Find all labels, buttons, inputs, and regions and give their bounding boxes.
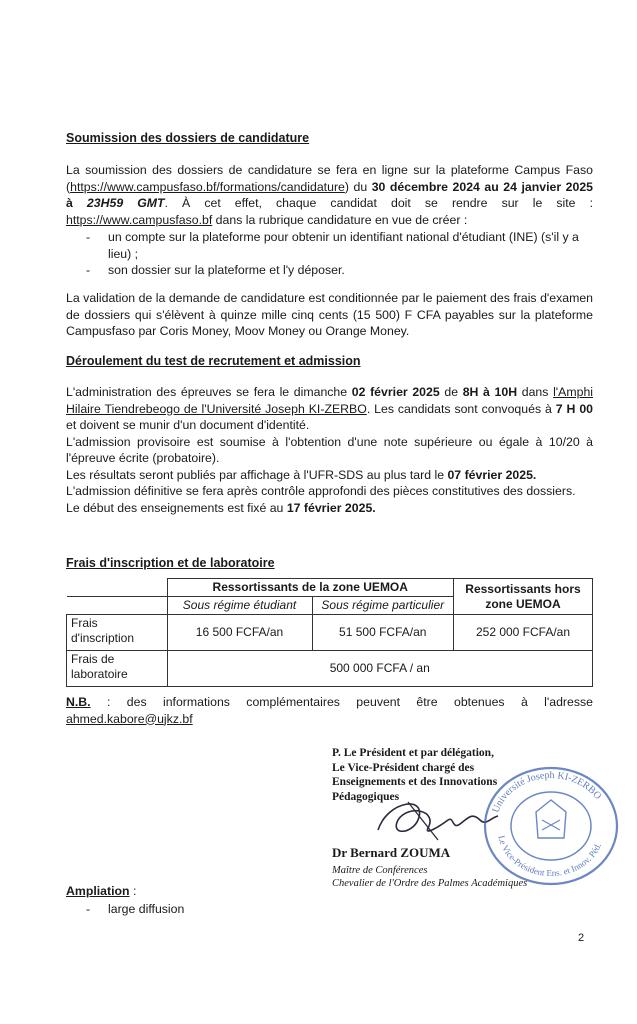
stamp-text-bottom: Le Vice-Président Ens. et Innov. Péd. — [496, 834, 604, 879]
row-label-laboratoire: Frais de laboratoire — [67, 651, 168, 687]
nb-label: N.B. — [66, 695, 91, 709]
submission-deadline-time: 23H59 GMT — [86, 196, 165, 210]
signature-line: P. Le Président et par délégation, — [332, 747, 494, 759]
ampliation-list — [86, 901, 386, 918]
list-item-text: son dossier sur la plateforme et l'y déposer. — [108, 263, 345, 277]
contact-email-link[interactable]: ahmed.kabore@ujkz.bf — [66, 711, 193, 726]
text-span: L'administration des épreuves se fera le dimanche — [66, 385, 352, 399]
list-item: - un compte sur la plateforme pour obtenir un identifiant national d'étudiant (INE) (s'il y a lieu) ; — [86, 230, 579, 261]
results-date: 07 février 2025. — [447, 467, 537, 482]
list-item: - son dossier sur la plateforme et l'y déposer. — [86, 263, 345, 277]
signatory-title: Maître de Conférences — [332, 865, 428, 876]
empty-cell — [67, 597, 168, 615]
signature-line: Pédagogiques — [332, 790, 400, 803]
text-span: Les résultats seront publiés par affichage à l'UFR-SDS au plus tard le — [66, 467, 448, 482]
signatory-name: Dr Bernard ZOUMA — [332, 845, 451, 860]
table-row — [67, 651, 593, 687]
convocation-hour: 7 H 00 — [555, 401, 593, 416]
test-date: 02 février 2025 — [351, 385, 440, 399]
cell-inscription-hors: 252 000 FCFA/an — [454, 615, 593, 651]
results-line — [66, 467, 593, 484]
validation-paragraph: La validation de la demande de candidature est conditionnée par le paiement des frais d'examen de dossiers qui s'élèvent à quinze mille cinq cents (15 500) F CFA payables sur la plateforme Campusfaso par Coris Money, Moov Money ou Orange Money. — [66, 291, 593, 338]
cell-inscription-particulier: 51 500 FCFA/an — [312, 615, 454, 651]
submission-paragraph — [66, 162, 593, 228]
start-date: 17 février 2025. — [286, 500, 376, 515]
start-line — [66, 500, 593, 517]
signatory-titles — [332, 864, 527, 890]
header-sub-particulier: Sous régime particulier — [312, 597, 454, 615]
table-row — [67, 579, 593, 597]
text-span: dans la rubrique candidature en vue de créer : — [212, 212, 468, 227]
final-admission-line: L'admission définitive se fera après contrôle approfondi des pièces constitutives des dossiers. — [66, 484, 576, 498]
test-paragraph — [66, 384, 593, 516]
text-span: dans — [517, 385, 554, 399]
stamp-text-top: Université Joseph KI-ZERBO — [490, 769, 604, 815]
empty-cell — [67, 579, 168, 597]
text-span: . Les candidats sont convoqués à — [366, 401, 556, 416]
text-span: : — [129, 884, 137, 898]
submission-dates: 30 décembre 2024 au 24 janvier 2025 — [371, 179, 593, 194]
table-row — [67, 615, 593, 651]
test-place: l'Amphi Hilaire Tiendrebeogo de l'Université Joseph KI-ZERBO — [66, 385, 594, 416]
header-sub-etudiant: Sous régime étudiant — [167, 597, 312, 615]
cell-laboratoire: 500 000 FCFA / an — [167, 651, 593, 687]
text-span: à — [66, 196, 87, 210]
text-span: Le début des enseignements est fixé au — [66, 500, 287, 515]
submission-list — [86, 229, 593, 279]
cell-inscription-etudiant: 16 500 FCFA/an — [167, 615, 312, 651]
campusfaso-link[interactable]: https://www.campusfaso.bf — [66, 212, 213, 227]
text-span: : des informations complémentaires peuvent être obtenues à l'adresse — [90, 695, 593, 709]
nb-paragraph — [66, 694, 593, 727]
header-hors-uemoa: Ressortissants hors zone UEMOA — [454, 579, 593, 615]
admission-line: L'admission provisoire est soumise à l'obtention d'une note supérieure ou égale à 10/20 à l'épreuve écrite (probatoire). — [66, 434, 593, 465]
page-number: 2 — [578, 932, 585, 944]
signature-line: Enseignements et des Innovations — [332, 776, 498, 788]
list-item-text: large diffusion — [108, 902, 185, 916]
signature-line: Le Vice-Président chargé des — [332, 761, 475, 774]
text-span: de — [439, 385, 463, 399]
list-item-text: un compte sur la plateforme pour obtenir un identifiant national d'étudiant (INE) (s'il y a lieu) ; — [108, 230, 579, 261]
fees-table — [66, 578, 593, 687]
ampliation-label — [66, 884, 136, 898]
candidature-link[interactable]: https://www.campusfaso.bf/formations/candidature — [70, 179, 345, 194]
section-heading-fees: Frais d'inscription et de laboratoire — [66, 556, 275, 570]
text-span: . À cet effet, chaque candidat doit se rendre sur le site : — [164, 196, 593, 210]
ampliation-heading: Ampliation — [66, 884, 130, 898]
text-span: La soumission des dossiers de candidature se fera en ligne sur la plateforme Campus Faso ( — [66, 163, 593, 194]
list-item: - large diffusion — [86, 902, 185, 916]
text-span: et doivent se munir d'un document d'identité. — [66, 418, 310, 432]
test-line — [66, 384, 593, 434]
header-uemoa: Ressortissants de la zone UEMOA — [167, 579, 454, 597]
text-span: ) du — [344, 179, 372, 194]
section-heading-test: Déroulement du test de recrutement et admission — [66, 354, 361, 368]
section-heading-submission: Soumission des dossiers de candidature — [66, 131, 310, 145]
test-time: 8H à 10H — [462, 385, 518, 399]
row-label-inscription: Frais d'inscription — [67, 615, 168, 651]
signatory-title: Chevalier de l'Ordre des Palmes Académiques — [332, 878, 528, 889]
